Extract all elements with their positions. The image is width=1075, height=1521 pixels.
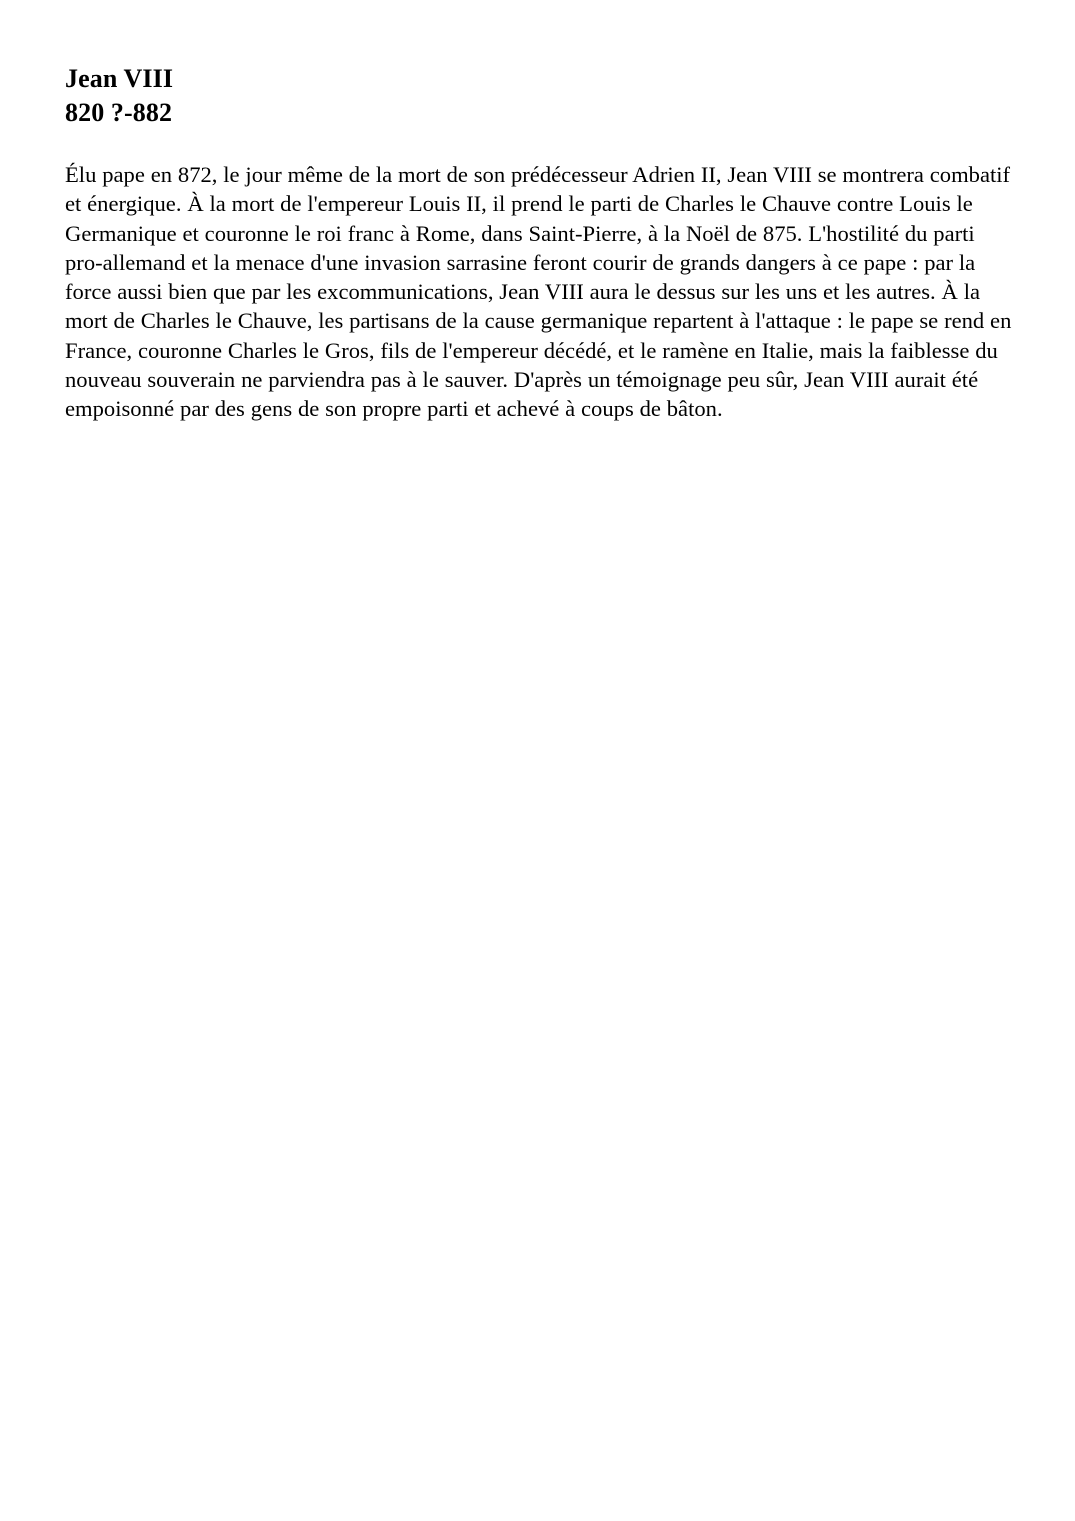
life-dates: 820 ?-882 [65,98,173,127]
body-paragraph: Élu pape en 872, le jour même de la mort de son prédécesseur Adrien II, Jean VIII se montrera combatif et énergique. À la mort de l'empereur Louis II, il prend le parti de Charles le Chauve contre Louis le Germanique et couronne le roi franc à Rome, dans Saint-Pierre, à la Noël de 875. L'hostilité du parti pro-allemand et la menace d'une invasion sarrasine feront courir de grands dangers à ce pape : par la force aussi bien que par les excommunications, Jean VIII aura le dessus sur les uns et les autres. À la mort de Charles le Chauve, les partisans de la cause germanique repartent à l'attaque : le pape se rend en France, couronne Charles le Gros, fils de l'empereur décédé, et le ramène en Italie, mais la faiblesse du nouveau souverain ne parviendra pas à le sauver. D'après un témoignage peu sûr, Jean VIII aurait été empoisonné par des gens de son propre parti et achevé à coups de bâton. [65,162,1012,422]
document-header [65,62,965,130]
page-title: Jean VIII [65,64,174,93]
